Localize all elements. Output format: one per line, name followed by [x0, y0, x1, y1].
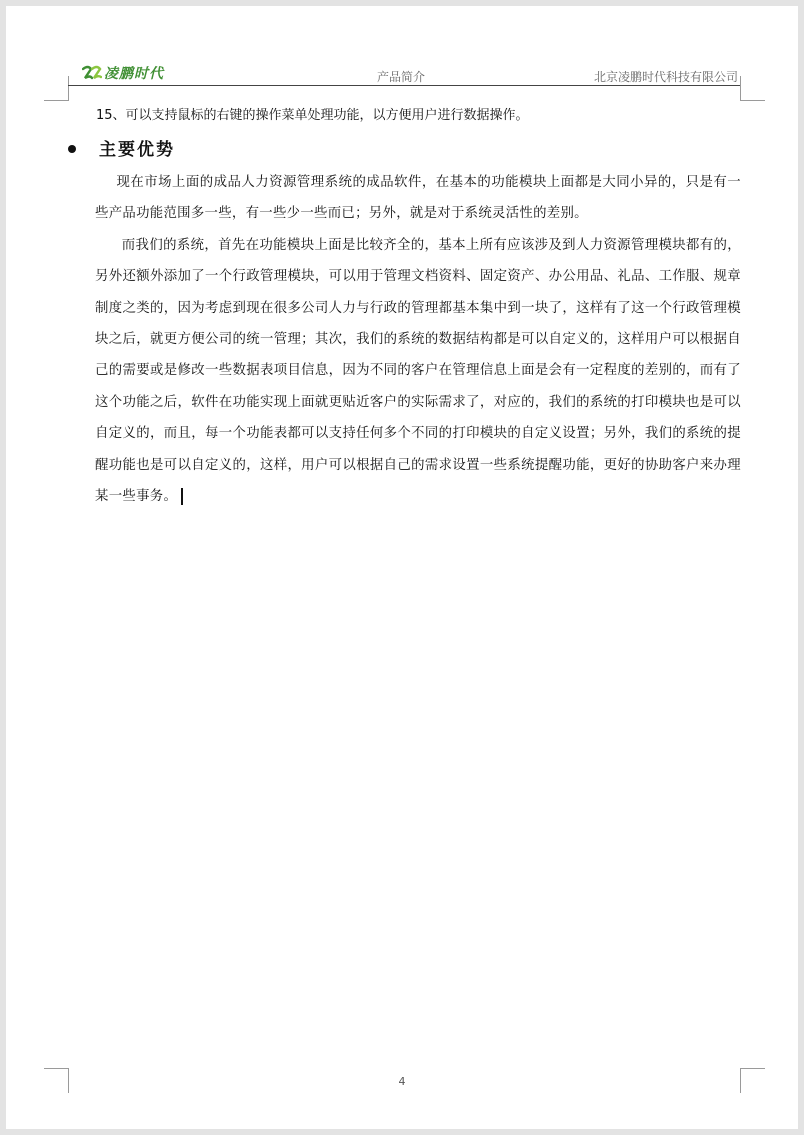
- margin-corner-bottom-left: [44, 1068, 69, 1093]
- paragraph-1-text: 现在市场上面的成品人力资源管理系统的成品软件，在基本的功能模块上面都是大同小异的，只是有一些产品功能范围多一些，有一些少一些而已；另外，就是对于系统灵活性的差别。: [95, 175, 741, 222]
- section-title: 主要优势: [99, 140, 175, 160]
- header-title: 产品简介: [376, 70, 425, 84]
- list-item-15: 15、可以支持鼠标的右键的操作菜单处理功能，以方便用户进行数据操作。: [96, 108, 529, 123]
- logo-text: 凌鹏时代: [104, 66, 164, 82]
- header-divider: [68, 85, 740, 86]
- paragraph-2-text: 而我们的系统，首先在功能模块上面是比较齐全的，基本上所有应该涉及到人力资源管理模块都有的，另外还额外添加了一个行政管理模块，可以用于管理文档资料、固定资产、办公用品、礼品、工作服、规章制度之类的，因为考虑到现在很多公司人力与行政的管理都基本集中到一块了，这样有了这一个行政管理模块之后，就更方便公司的统一管理；其次，我们的系统的数据结构都是可以自定义的，这样用户可以根据自己的需要或是修改一些数据表项目信息，因为不同的客户在管理信息上面是会有一定程度的差别的，而有了这个功能之后，软件在功能实现上面就更贴近客户的实际需求了，对应的，我们的系统的打印模块也是可以自定义的，而且，每一个功能表都可以支持任何多个不同的打印模块的自定义设置；另外，我们的系统的提醒功能也是可以自定义的，这样，用户可以根据自己的需求设置一些系统提醒功能，更好的协助客户来办理某一些事务。: [95, 237, 741, 505]
- text-cursor: [181, 488, 183, 505]
- page-number: 4: [398, 1075, 406, 1088]
- margin-corner-top-left: [44, 76, 69, 101]
- logo-icon: [82, 65, 102, 81]
- margin-corner-top-right: [740, 76, 765, 101]
- bullet-icon: [68, 145, 76, 153]
- document-page: [6, 6, 798, 1129]
- margin-corner-bottom-right: [740, 1068, 765, 1093]
- section-heading: [95, 131, 741, 165]
- company-logo: [82, 62, 164, 84]
- header-company-name: 北京凌鹏时代科技有限公司: [593, 70, 738, 84]
- paragraph-1: [95, 167, 741, 230]
- document-body[interactable]: [95, 104, 741, 512]
- paragraph-2: [95, 230, 741, 513]
